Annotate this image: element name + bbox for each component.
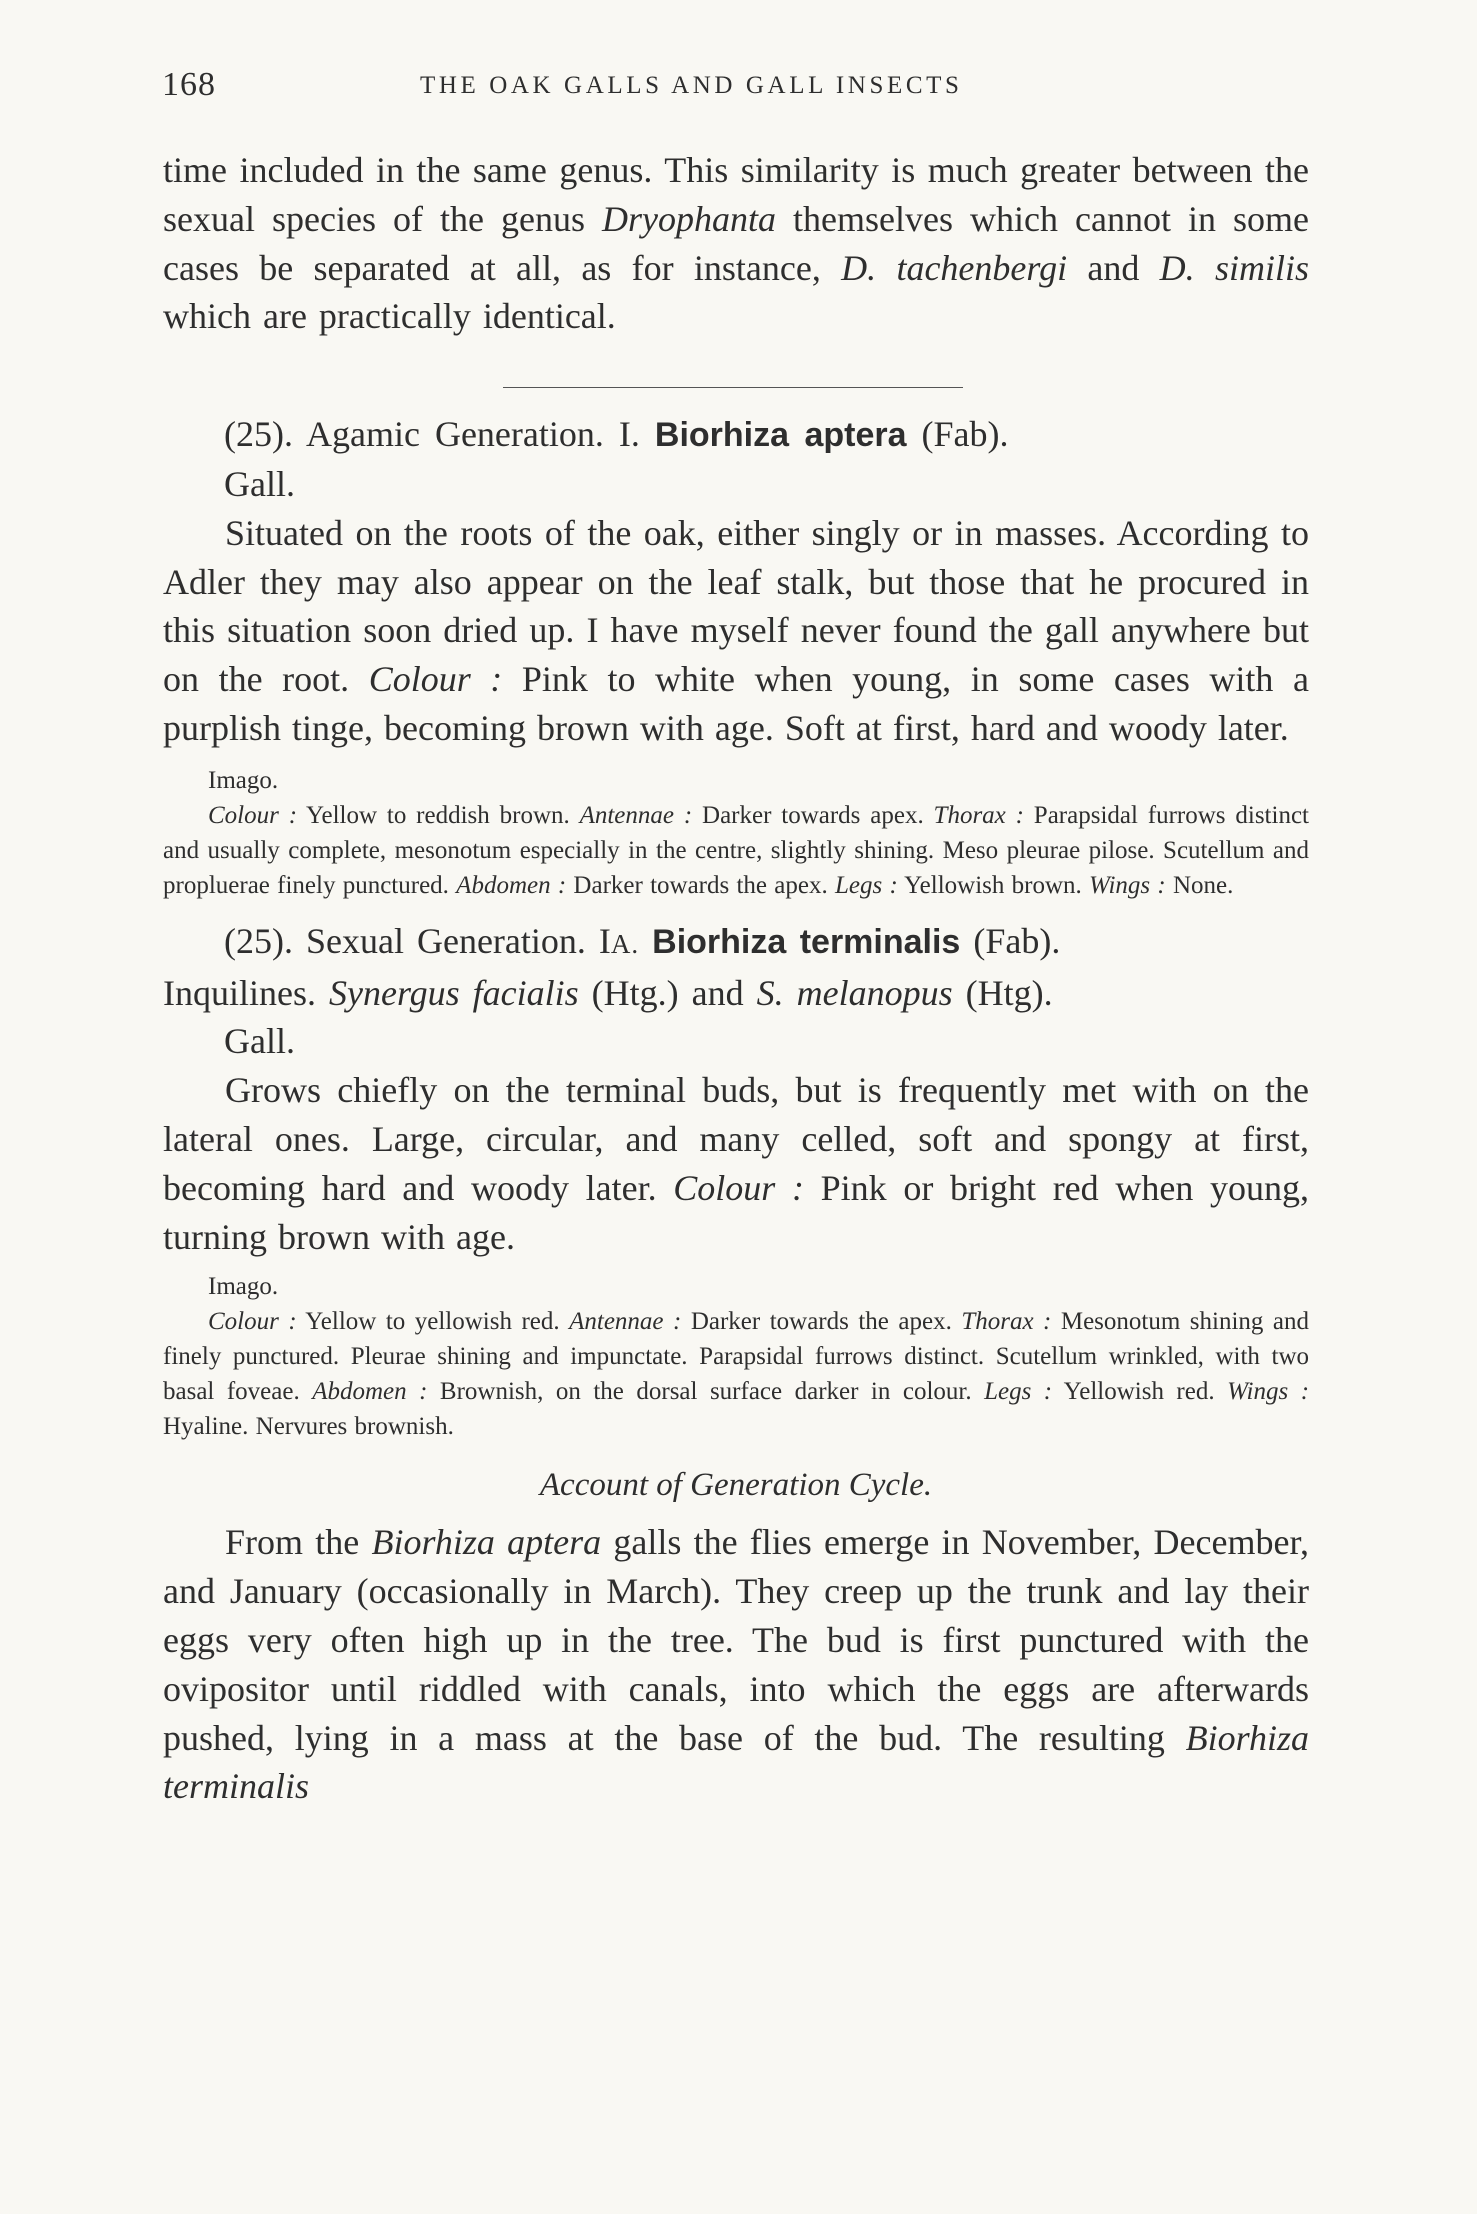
text-run: Darker towards the apex. [566,871,835,899]
inquilines-label: Inquilines. [163,972,316,1013]
field-label: Legs : [984,1378,1053,1406]
sexual-heading [163,917,1309,969]
text-run: Darker towards the apex. [681,1308,962,1336]
generation-label: Sexual Generation. [305,920,586,961]
roman-numeral: I [598,920,611,961]
genus-name: Dryophanta [602,198,776,239]
text-run: galls the flies emerge in November, December, and January (occasionally in March). They creep up the trunk and lay their eggs very often high up in the tree. The bud is first punctured with the ovipositor until riddled with canals, into which the eggs are afterwards pushed, lying in a mass at the base of the bud. The resulting [163,1522,1309,1758]
sexual-gall-paragraph [163,1066,1309,1261]
species-name: Biorhiza terminalis [163,1717,1309,1807]
field-label: Antennae : [569,1308,682,1336]
text-run: Hyaline. Nervures brownish. [163,1413,454,1441]
text-run: Yellowish red. [1052,1378,1228,1406]
species-author: (Fab). [921,414,1009,455]
section-number: (25). [224,920,293,961]
generation-label: Agamic Generation. [306,414,604,455]
species-name: Synergus facialis [328,972,579,1013]
field-label: Colour : [208,801,298,829]
text-run: time included in the same genus. This similarity is much greater between the sexual species of the genus [163,150,1309,239]
text-run: Grows chiefly on the terminal buds, but is frequently met with on the lateral ones. Large, circular, and many celled, soft and spongy at first, becoming hard and woody later. [163,1070,1309,1208]
field-label: Abdomen : [456,871,567,899]
field-label: Colour : [673,1167,804,1208]
section-number: (25). [224,414,293,455]
text-run: Situated on the roots of the oak, either singly or in masses. According to Adler they may also appear on the leaf stalk, but those that he procured in this situation soon dried up. I have myself never found the gall anywhere but on the root. [163,512,1309,700]
text-run: which are practically identical. [163,296,616,337]
imago-label: Imago. [208,766,279,794]
species-name: D. tachenbergi [841,247,1068,288]
text-run: Darker towards apex. [692,801,934,829]
species-title: Biorhiza aptera [654,416,907,455]
imago-label: Imago. [208,1273,279,1301]
text-run: themselves which cannot in some cases be separated at all, as for instance, [163,198,1310,288]
text-run: Pink or bright red when young, turning brown with age. [163,1167,1309,1257]
page-number: 168 [162,66,216,103]
text-run: Pink to white when young, in some cases with a purplish tinge, becoming brown with age. Soft at first, hard and woody later. [163,659,1309,748]
text-run: (Htg.) and [578,972,757,1013]
species-author: (Fab). [973,920,1061,961]
field-label: Abdomen : [312,1378,428,1406]
roman-numeral-suffix: A. [610,928,640,959]
sexual-imago-description [163,1304,1309,1444]
running-head [162,66,1312,106]
intro-paragraph [163,146,1309,341]
text-run: From the [225,1522,372,1563]
field-label: Legs : [834,871,898,899]
text-run: Mesonotum shining and finely punctured. Pleurae shining and impunctate. Parapsidal furrows distinct. Scutellum wrinkled, with two basal foveae. [163,1308,1309,1406]
field-label: Colour : [208,1308,297,1336]
text-run: Brownish, on the dorsal surface darker in colour. [427,1378,985,1406]
species-name: Biorhiza aptera [371,1522,602,1563]
species-name: D. similis [1159,247,1309,288]
text-run: Parapsidal furrows distinct and usually complete, mesonotum especially in the centre, slightly shining. Meso pleurae pilose. Scutellum and propluerae finely punctured. [163,801,1309,899]
field-label: Thorax : [961,1308,1052,1336]
text-run: and [1067,247,1160,288]
field-label: Thorax : [933,801,1024,829]
agamic-gall-paragraph [163,509,1309,753]
running-title: THE OAK GALLS AND GALL INSECTS [420,72,963,99]
section-divider [503,387,963,388]
field-label: Wings : [1089,871,1166,899]
text-run: None. [1165,871,1234,899]
roman-numeral: I. [618,414,640,455]
agamic-imago-description [163,798,1309,903]
cycle-paragraph [163,1518,1309,1811]
inquilines-line [163,969,1309,1018]
cycle-heading: Account of Generation Cycle. [539,1467,933,1504]
species-name: S. melanopus [756,972,953,1013]
species-title: Biorhiza terminalis [652,922,961,961]
text-run: (Htg). [952,972,1053,1013]
field-label: Wings : [1227,1378,1310,1406]
text-run: Yellowish brown. [897,871,1090,899]
text-run: Yellow to yellowish red. [296,1308,570,1336]
gall-label: Gall. [224,463,295,504]
text-run: Yellow to reddish brown. [297,801,580,829]
page-body [163,146,1309,1811]
field-label: Colour : [368,659,503,700]
agamic-heading [163,410,1309,460]
field-label: Antennae : [579,801,693,829]
gall-label: Gall. [224,1021,295,1062]
